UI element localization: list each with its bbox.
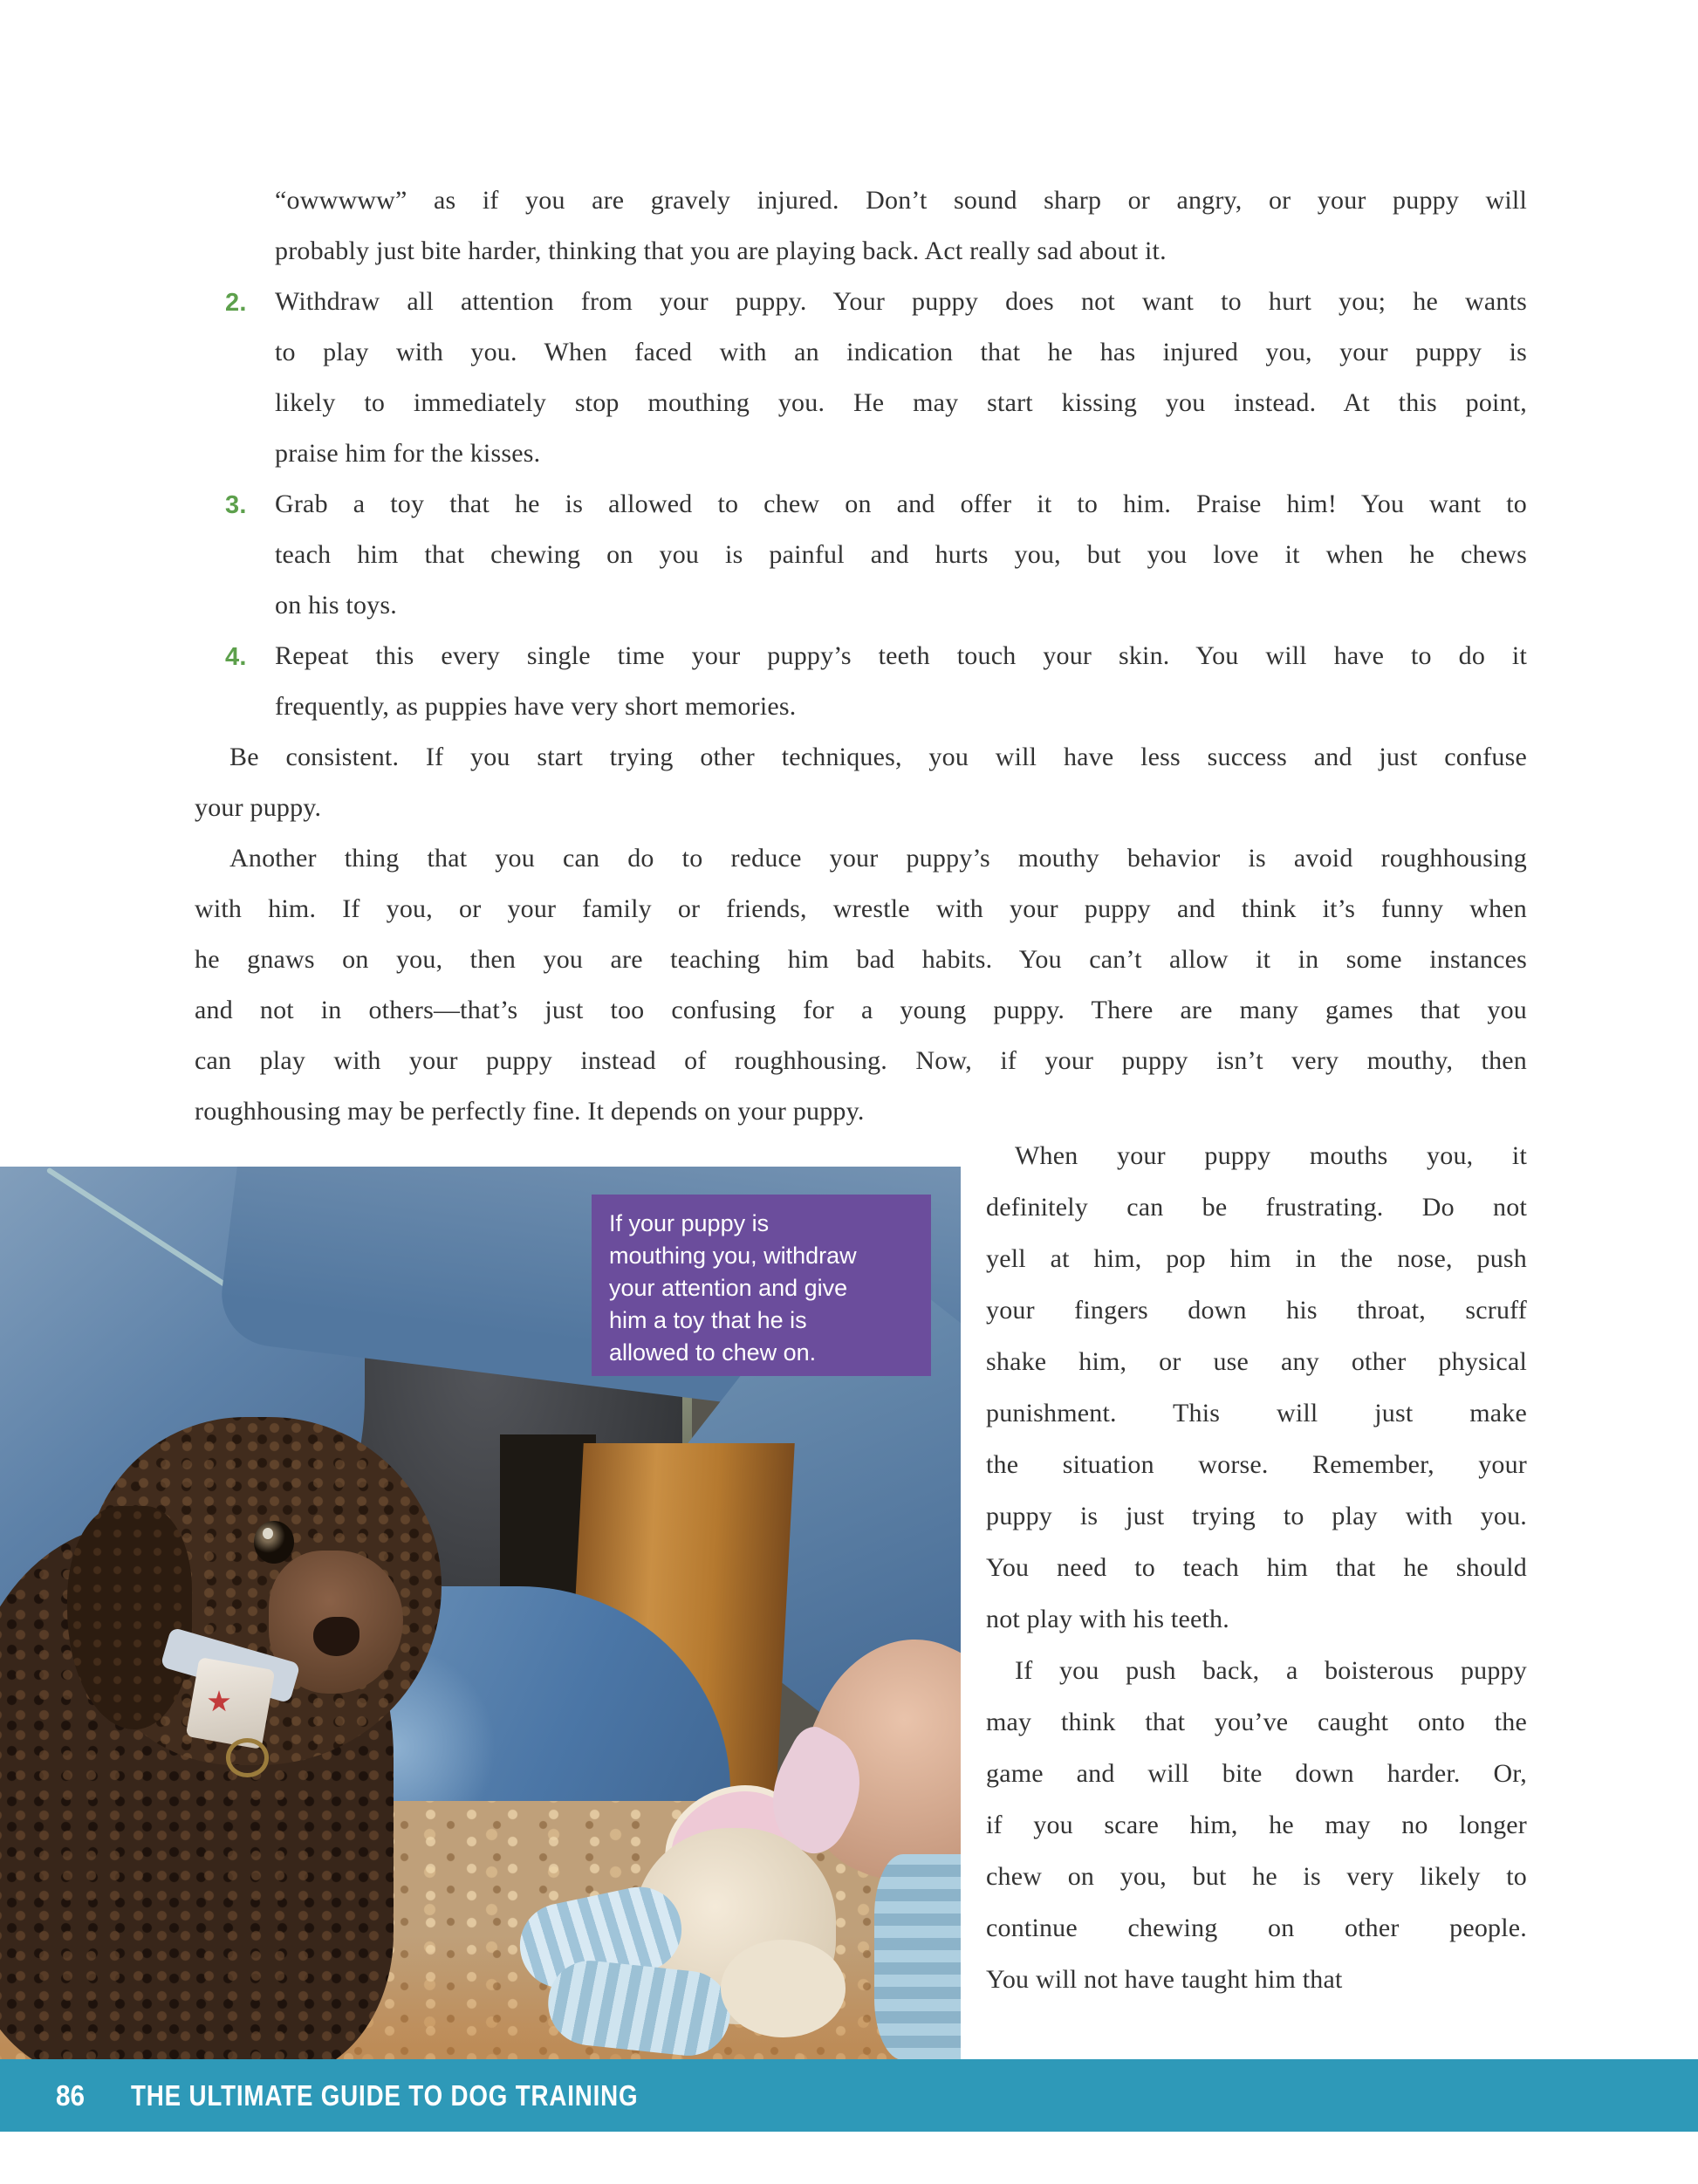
right-column-paragraph-2	[986, 1645, 1527, 2005]
body-line: may think that you’ve caught onto the	[986, 1708, 1527, 1736]
list-item-1-continuation	[225, 175, 1527, 277]
photo-puppy-nose	[313, 1617, 359, 1656]
photo-puppy-eye	[254, 1521, 294, 1564]
body-line: the situation worse. Remember, your	[986, 1450, 1527, 1479]
body-line: definitely can be frustrating. Do not	[986, 1193, 1527, 1222]
photo-caption-box	[592, 1195, 931, 1376]
body-line: frequently, as puppies have very short memories.	[275, 692, 797, 721]
photo-collar-tag	[186, 1657, 276, 1749]
book-title: THE ULTIMATE GUIDE TO DOG TRAINING	[131, 2079, 639, 2112]
body-line: and not in others—that’s just too confusing for a young puppy. There are many games that you	[195, 996, 1527, 1024]
photo-toy-foot	[721, 1940, 846, 2038]
body-line: shake him, or use any other physical	[986, 1347, 1527, 1376]
body-line: punishment. This will just make	[986, 1399, 1527, 1427]
body-line: to play with you. When faced with an indication that he has injured you, your puppy is	[275, 338, 1527, 366]
body-line: continue chewing on other people.	[986, 1914, 1527, 1942]
list-item-4	[225, 631, 1527, 732]
paragraph-be-consistent	[195, 732, 1527, 833]
paragraph-another-thing	[195, 833, 1527, 1137]
body-line: if you scare him, he may no longer	[986, 1811, 1527, 1839]
page-number: 86	[56, 2079, 86, 2112]
right-column-paragraph-1	[986, 1130, 1527, 1645]
caption-line: your attention and give	[609, 1275, 848, 1301]
photo-puppy-eye-glint	[263, 1528, 273, 1539]
list-number: 4.	[225, 643, 247, 671]
list-item-3	[225, 479, 1527, 631]
body-line: with him. If you, or your family or friends, wrestle with your puppy and think it’s funny when	[195, 894, 1527, 923]
list-number: 3.	[225, 491, 247, 519]
body-line: Withdraw all attention from your puppy. Your puppy does not want to hurt you; he wants	[275, 287, 1527, 316]
body-line: likely to immediately stop mouthing you. He may start kissing you instead. At this point,	[275, 388, 1527, 417]
caption-line: him a toy that he is	[609, 1307, 807, 1333]
body-line: your fingers down his throat, scruff	[986, 1296, 1527, 1325]
list-number: 2.	[225, 289, 247, 317]
body-line: can play with your puppy instead of roughhousing. Now, if your puppy isn’t very mouthy, then	[195, 1046, 1527, 1075]
footer-bar	[0, 2059, 1698, 2132]
body-line: game and will bite down harder. Or,	[986, 1759, 1527, 1788]
body-line: You need to teach him that he should	[986, 1553, 1527, 1582]
body-line: puppy is just trying to play with you.	[986, 1502, 1527, 1530]
caption-line: mouthing you, withdraw	[609, 1243, 857, 1269]
photo-blue-fabric	[874, 1854, 961, 2060]
body-line: When your puppy mouths you, it	[1015, 1141, 1527, 1170]
body-line: on his toys.	[275, 591, 397, 620]
body-line: roughhousing may be perfectly fine. It depends on your puppy.	[195, 1097, 865, 1126]
body-line: If you push back, a boisterous puppy	[1015, 1656, 1527, 1685]
body-line: he gnaws on you, then you are teaching him bad habits. You can’t allow it in some instances	[195, 945, 1527, 974]
list-item-2	[225, 277, 1527, 479]
caption-line: If your puppy is	[609, 1210, 770, 1236]
photo-collar-ring	[226, 1738, 270, 1777]
body-line: Another thing that you can do to reduce your puppy’s mouthy behavior is avoid roughhousing	[229, 844, 1527, 873]
body-line: You will not have taught him that	[986, 1965, 1343, 1994]
body-line: Grab a toy that he is allowed to chew on and offer it to him. Praise him! You want to	[275, 490, 1527, 518]
body-line: your puppy.	[195, 793, 322, 822]
body-line: Be consistent. If you start trying other techniques, you will have less success and just confuse	[229, 743, 1527, 771]
body-line: praise him for the kisses.	[275, 439, 541, 468]
body-line: “owwwww” as if you are gravely injured. Don’t sound sharp or angry, or your puppy will	[275, 186, 1527, 215]
body-line: not play with his teeth.	[986, 1605, 1229, 1633]
body-line: chew on you, but he is very likely to	[986, 1862, 1527, 1891]
body-line: yell at him, pop him in the nose, push	[986, 1244, 1527, 1273]
body-line: Repeat this every single time your puppy’s teeth touch your skin. You will have to do it	[275, 641, 1527, 670]
body-line: teach him that chewing on you is painful and hurts you, but you love it when he chews	[275, 540, 1527, 569]
caption-line: allowed to chew on.	[609, 1339, 817, 1366]
body-line: probably just bite harder, thinking that you are playing back. Act really sad about it.	[275, 236, 1167, 265]
